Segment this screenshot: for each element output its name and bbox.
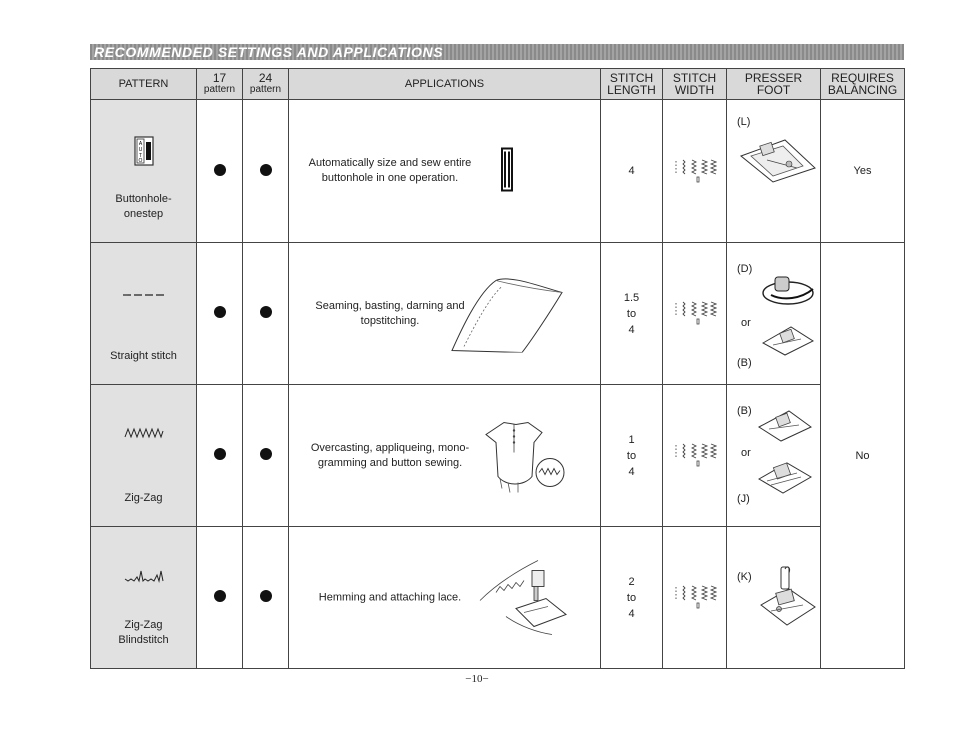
header-row: [91, 69, 905, 100]
pattern-label: Buttonhole-: [115, 193, 172, 205]
dot-icon: [214, 590, 226, 602]
stitch-width-cell: [663, 100, 727, 243]
pattern-cell: [91, 385, 197, 527]
application-text: Automatically size and sew entire buttonhole in one operation.: [308, 157, 472, 184]
pattern-24-cell: [243, 527, 289, 669]
presser-foot-icon: [761, 325, 815, 357]
pattern-24-cell: [243, 100, 289, 243]
stitch-length-cell: 4: [601, 100, 663, 243]
pattern-17-cell: [197, 100, 243, 243]
pattern-label: Zig-Zag: [124, 619, 163, 631]
page-number: −10−: [465, 673, 489, 685]
presser-foot-icon: [757, 565, 817, 629]
dot-icon: [260, 164, 272, 176]
foot-label: (D): [737, 263, 753, 275]
foot-or: or: [741, 317, 751, 329]
header-17-pattern: 17 pattern: [197, 69, 243, 100]
foot-label-2: (B): [737, 357, 752, 369]
table-row-zigzag: [91, 385, 905, 527]
presser-foot-icon: [737, 134, 817, 184]
requires-balancing-cell: Yes: [821, 100, 905, 243]
dot-icon: [260, 448, 272, 460]
section-banner: RECOMMENDED SETTINGS AND APPLICATIONS: [90, 44, 904, 60]
pattern-label-2: Blindstitch: [118, 634, 169, 646]
blindstitch-icon: [91, 569, 196, 586]
application-text: Hemming and attaching lace.: [318, 591, 462, 603]
svg-text:U: U: [138, 147, 142, 153]
table-row-blindstitch: [91, 527, 905, 669]
header-applications: APPLICATIONS: [289, 69, 601, 100]
fabric-seam-illustration: [450, 272, 564, 355]
svg-text:T: T: [138, 153, 142, 159]
pattern-cell: [91, 243, 197, 385]
presser-foot-icon: [761, 273, 815, 307]
header-requires-balancing: REQUIRES BALANCING: [821, 69, 905, 100]
pattern-24-cell: [243, 243, 289, 385]
header-stitch-length: STITCH LENGTH: [601, 69, 663, 100]
pattern-label: Zig-Zag: [124, 492, 163, 504]
application-cell: [289, 243, 601, 385]
header-stitch-width: STITCH WIDTH: [663, 69, 727, 100]
stitch-width-cell: [663, 527, 727, 669]
presser-foot-icon: [757, 459, 813, 495]
pattern-17-cell: [197, 243, 243, 385]
dot-icon: [214, 306, 226, 318]
presser-foot-cell: [727, 385, 821, 527]
pattern-17-cell: [197, 385, 243, 527]
dot-icon: [214, 164, 226, 176]
svg-text:O: O: [138, 158, 142, 164]
table-row-straight: [91, 243, 905, 385]
application-cell: [289, 100, 601, 243]
foot-or: or: [741, 447, 751, 459]
zigzag-icon: [91, 427, 196, 442]
stitch-width-icon: [673, 439, 717, 469]
stitch-width-icon: [673, 581, 717, 611]
stitch-width-icon: [673, 155, 717, 185]
pattern-24-cell: [243, 385, 289, 527]
baby-garment-illustration: [476, 412, 566, 499]
stitch-width-cell: [663, 243, 727, 385]
dot-icon: [214, 448, 226, 460]
pattern-cell: [91, 527, 197, 669]
stitch-length-cell: 1.5 to 4: [601, 243, 663, 385]
application-text: Overcasting, appliqueing, mono-gramming and button sewing.: [310, 441, 470, 469]
buttonhole-auto-icon: [91, 136, 196, 169]
application-text: Seaming, basting, darning and topstitching.: [315, 299, 465, 327]
presser-foot-cell: [727, 527, 821, 669]
dot-icon: [260, 590, 272, 602]
dot-icon: [260, 306, 272, 318]
pattern-label-2: onestep: [123, 208, 164, 220]
foot-label: (K): [737, 571, 752, 583]
stitch-width-icon: [673, 297, 717, 327]
header-24-pattern: 24 pattern: [243, 69, 289, 100]
header-presser-foot: PRESSER FOOT: [727, 69, 821, 100]
foot-label-2: (J): [737, 493, 750, 505]
svg-text:A: A: [138, 141, 142, 147]
application-cell: [289, 527, 601, 669]
stitch-length-cell: 1 to 4: [601, 385, 663, 527]
pattern-cell: [91, 100, 197, 243]
foot-label: (L): [737, 116, 751, 128]
presser-foot-cell: [727, 243, 821, 385]
settings-table: [90, 68, 905, 669]
foot-label: (B): [737, 405, 752, 417]
stitch-length-cell: 2 to 4: [601, 527, 663, 669]
pattern-17-cell: [197, 527, 243, 669]
application-cell: [289, 385, 601, 527]
hemming-lace-illustration: [476, 556, 570, 639]
straight-stitch-icon: [91, 289, 196, 301]
table-row-buttonhole: [91, 100, 905, 243]
pattern-label: Straight stitch: [110, 350, 177, 362]
stitch-width-cell: [663, 385, 727, 527]
presser-foot-cell: [727, 100, 821, 243]
requires-balancing-cell: No: [821, 243, 905, 669]
presser-foot-icon: [757, 409, 813, 443]
buttonhole-illustration: [500, 148, 514, 195]
header-pattern: PATTERN: [91, 69, 197, 100]
